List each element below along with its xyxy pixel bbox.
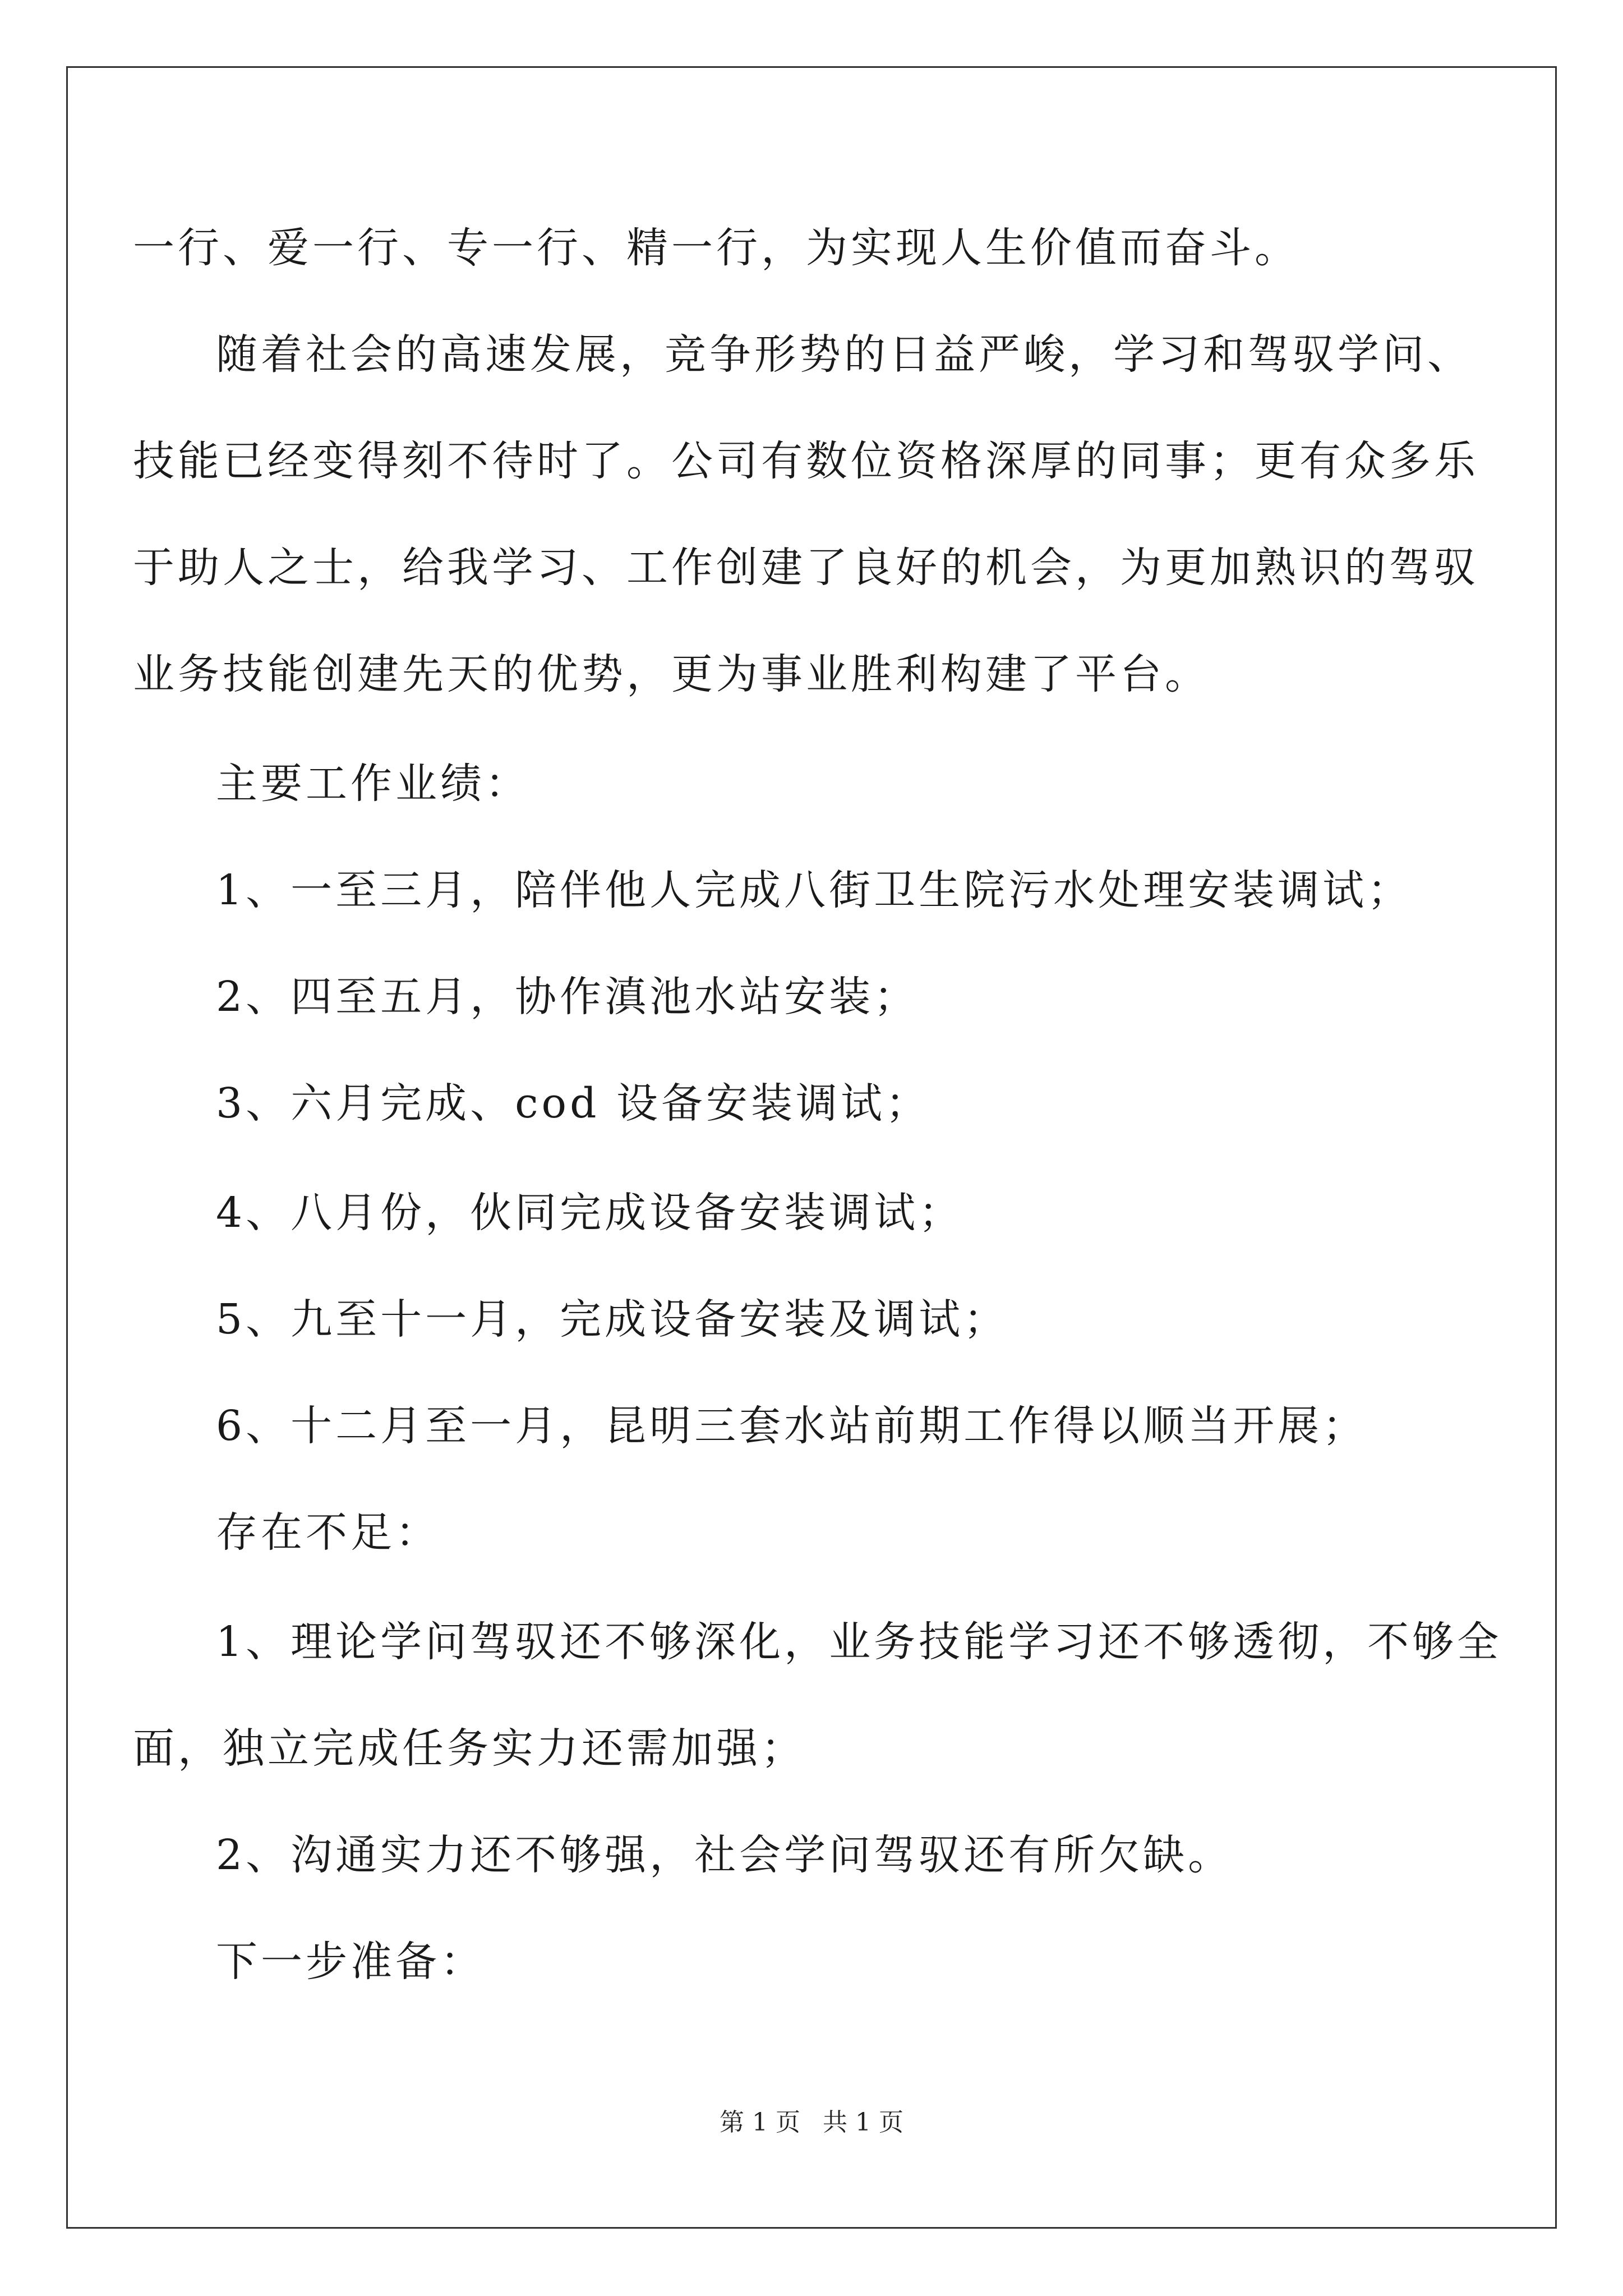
list-item: 1、理论学问驾驭还不够深化，业务技能学习还不够透彻，不够全	[216, 1618, 1502, 1666]
text-line: 面，独立完成任务实力还需加强；	[133, 1724, 806, 1773]
list-item: 3、六月完成、cod 设备安装调试；	[216, 1079, 930, 1128]
section-heading-achievements: 主要工作业绩：	[216, 760, 530, 808]
text-line: 于助人之士，给我学习、工作创建了良好的机会，为更加熟识的驾驭	[133, 544, 1479, 592]
page-total: 共 1 页	[823, 2108, 903, 2137]
list-item: 1、一至三月，陪伴他人完成八街卫生院污水处理安装调试；	[216, 866, 1413, 914]
page-border	[66, 66, 1557, 2229]
list-item: 5、九至十一月，完成设备安装及调试；	[216, 1295, 1009, 1343]
list-item: 6、十二月至一月，昆明三套水站前期工作得以顺当开展；	[216, 1402, 1368, 1450]
list-item: 2、四至五月，协作滇池水站安装；	[216, 973, 919, 1021]
section-heading-next-steps: 下一步准备：	[216, 1938, 485, 1986]
section-heading-shortcomings: 存在不足：	[216, 1508, 440, 1557]
paragraph-line: 随着社会的高速发展，竞争形势的日益严峻，学习和驾驭学问、	[216, 330, 1472, 379]
page-footer	[0, 2102, 1623, 2138]
text-line: 技能已经变得刻不待时了。公司有数位资格深厚的同事；更有众多乐	[133, 437, 1479, 485]
page-number: 第 1 页	[720, 2108, 800, 2137]
list-item: 4、八月份，伙同完成设备安装调试；	[216, 1189, 964, 1237]
text-line: 业务技能创建先天的优势，更为事业胜利构建了平台。	[133, 650, 1210, 698]
list-item: 2、沟通实力还不够强，社会学问驾驭还有所欠缺。	[216, 1831, 1233, 1879]
text-line: 一行、爱一行、专一行、精一行，为实现人生价值而奋斗。	[133, 224, 1299, 272]
